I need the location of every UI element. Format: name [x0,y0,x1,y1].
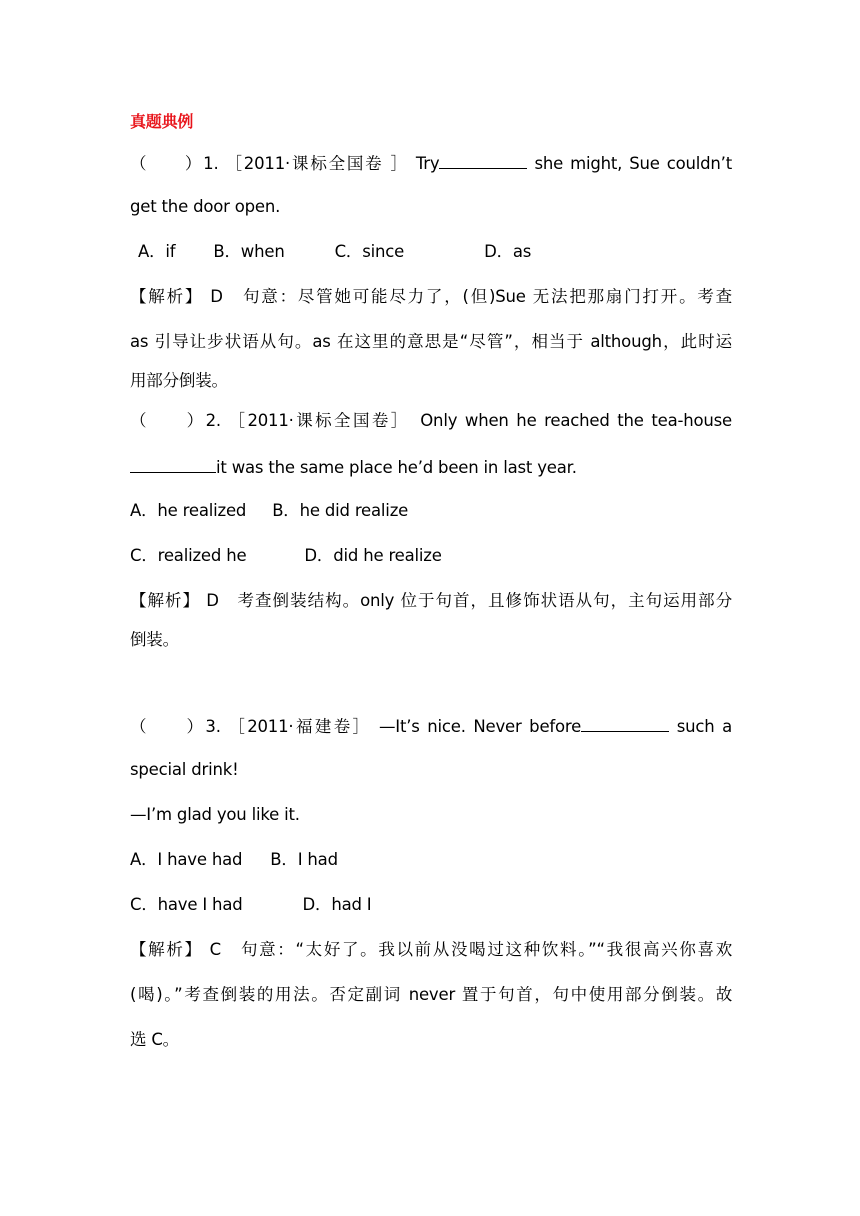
question-1-prefix: （ ）1. ［2011·课标全国卷 ］ Try [130,154,440,173]
section-title: 真题典例 [130,112,194,131]
question-2-stem: （ ）2. ［2011·课标全国卷］ Only when he reached the tea-house [130,411,732,430]
question-1-stem [130,151,732,175]
question-2-option-c: C．realized he [130,546,247,565]
question-1-blank [439,151,527,169]
question-2-option-d: D．did he realize [304,546,442,565]
question-1-analysis-line-1: 【解析】 D 句意：尽管她可能尽力了，(但)Sue 无法把那扇门打开。考查 [130,287,732,306]
question-3-options-row-2 [130,894,732,916]
question-3-prefix: （ ）3. ［2011·福建卷］ —It’s nice. Never before [130,717,582,736]
question-1-analysis-line-2: as 引导让步状语从句。as 在这里的意思是“尽管”，相当于 although，此时运 [130,332,732,351]
question-3-blank [581,714,669,732]
question-3-option-b: B．I had [270,850,338,869]
question-3-option-d: D．had I [302,895,372,914]
question-1-stem-line-2: get the door open. [130,197,281,216]
question-1-option-b: B．when [213,242,285,261]
question-3-analysis-line-1: 【解析】 C 句意：“太好了。我以前从没喝过这种饮料。”“我很高兴你喜欢 [130,940,732,959]
question-3-stem-line-2: special drink! [130,760,239,779]
question-1-analysis-line-3: 用部分倒装。 [130,371,228,390]
question-3-analysis-line-2: (喝)。”考查倒装的用法。否定副词 never 置于句首，句中使用部分倒装。故 [130,985,732,1004]
question-2-options-row-1 [130,500,732,522]
question-2-analysis-line-2: 倒装。 [130,630,179,649]
question-2-options-row-2 [130,545,732,567]
question-2-option-b: B．he did realize [272,501,409,520]
question-1-option-a: A．if [138,242,176,261]
question-3-option-c: C．have I had [130,895,243,914]
question-2-blank [130,455,216,473]
question-1-option-c: C．since [334,242,405,261]
question-1-options [138,241,740,263]
question-3-stem-line-3: —I’m glad you like it. [130,805,300,824]
question-2-option-a: A．he realized [130,501,247,520]
question-3-stem [130,714,732,738]
question-3-option-a: A．I have had [130,850,243,869]
question-2-analysis-line-1: 【解析】 D 考查倒装结构。only 位于句首，且修饰状语从句，主句运用部分 [130,591,732,610]
question-2-stem-line-2 [130,455,732,479]
question-1-option-d: D．as [484,242,532,261]
question-3-options-row-1 [130,849,732,871]
question-3-stem-end: such a [669,717,732,736]
question-2-stem-end: it was the same place he’d been in last year. [216,458,577,477]
question-1-stem-end: she might, Sue couldn’t [527,154,732,173]
question-3-analysis-line-3: 选 C。 [130,1030,179,1049]
